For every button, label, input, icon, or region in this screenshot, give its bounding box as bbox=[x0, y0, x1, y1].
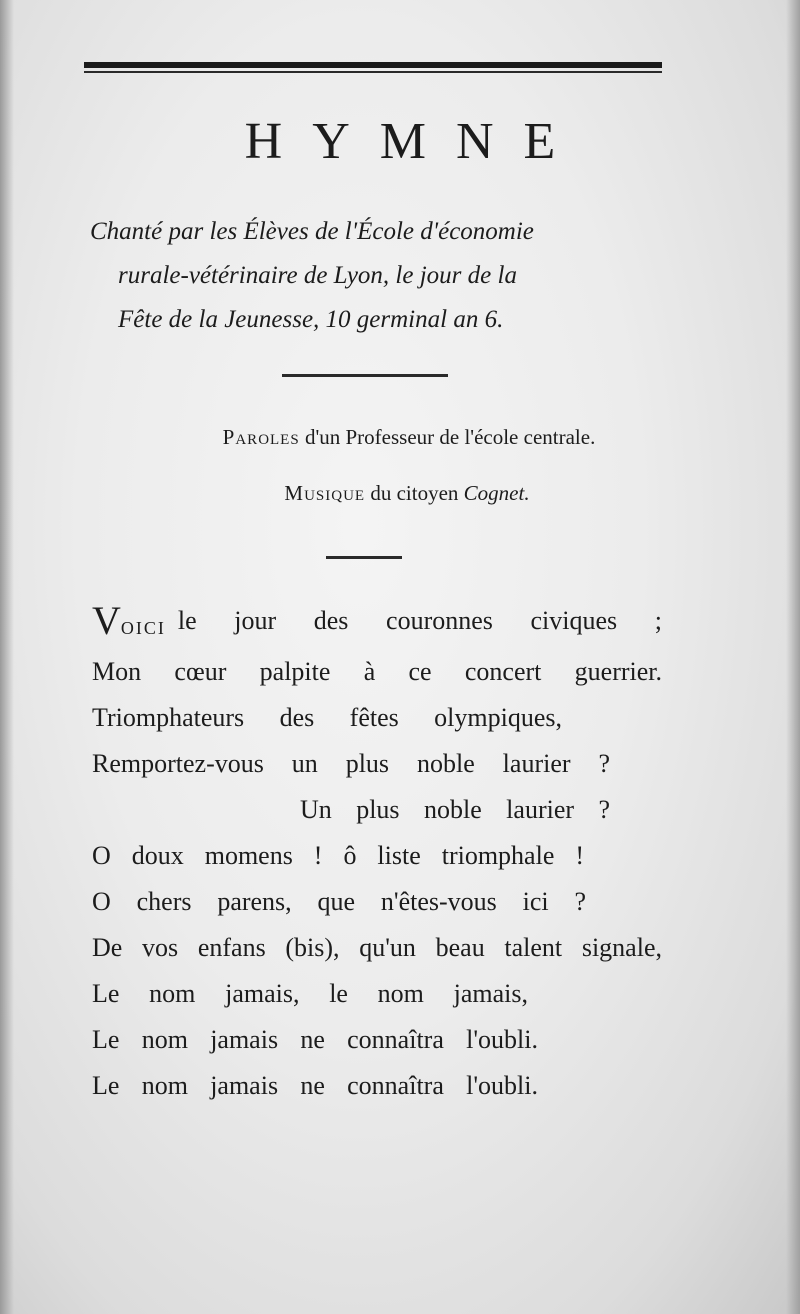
composer-name: Cognet. bbox=[463, 481, 530, 505]
verse-line-3: Triomphateurs des fêtes olympiques, bbox=[92, 703, 562, 732]
verse-line-refrain bbox=[92, 787, 662, 833]
lyrics-credit bbox=[0, 422, 800, 452]
verse-line-8: De vos enfans (bis), qu'un beau talent signale, bbox=[92, 933, 662, 962]
verse-line bbox=[92, 598, 662, 649]
verse-block bbox=[92, 598, 662, 1109]
verse-line-6: O doux momens ! ô liste triomphale ! bbox=[92, 841, 584, 870]
verse-line-10: Le nom jamais ne connaîtra l'oubli. bbox=[92, 1025, 538, 1054]
verse-opening-word bbox=[92, 598, 166, 649]
short-rule bbox=[326, 556, 402, 559]
verse-line bbox=[92, 741, 662, 787]
drop-cap: V bbox=[92, 598, 121, 643]
verse-line-5: Un plus noble laurier ? bbox=[300, 795, 610, 824]
verse-line-4: Remportez-vous un plus noble laurier ? bbox=[92, 749, 610, 778]
music-credit bbox=[0, 478, 800, 508]
opening-word-rest: oici bbox=[120, 611, 166, 640]
middle-rule bbox=[282, 374, 448, 377]
page-edge-right bbox=[786, 0, 800, 1314]
music-label: Musique bbox=[284, 481, 366, 505]
subtitle-line-3: Fête de la Jeunesse, 10 germinal an 6. bbox=[118, 306, 504, 333]
subtitle-line-1: Chanté par les Élèves de l'École d'économie bbox=[90, 218, 534, 245]
lyrics-label: Paroles bbox=[222, 425, 300, 449]
top-rule-thick bbox=[84, 62, 662, 68]
hymn-subtitle bbox=[90, 210, 678, 342]
verse-line bbox=[92, 925, 662, 971]
verse-line-1-text: le jour des couronnes civiques ; bbox=[177, 606, 662, 635]
verse-line bbox=[92, 1017, 662, 1063]
page-edge-left bbox=[0, 0, 14, 1314]
verse-line-7: O chers parens, que n'êtes-vous ici ? bbox=[92, 887, 586, 916]
top-rule-thin bbox=[84, 71, 662, 73]
verse-line bbox=[92, 971, 662, 1017]
verse-line bbox=[92, 649, 662, 695]
music-text: du citoyen bbox=[370, 481, 459, 505]
verse-line-9: Le nom jamais, le nom jamais, bbox=[92, 979, 528, 1008]
subtitle-line-2: rurale-vétérinaire de Lyon, le jour de la bbox=[118, 262, 517, 289]
lyrics-text: d'un Professeur de l'école centrale. bbox=[304, 425, 596, 449]
verse-line-11: Le nom jamais ne connaîtra l'oubli. bbox=[92, 1071, 538, 1100]
verse-line bbox=[92, 833, 662, 879]
hymn-title: HYMNE bbox=[244, 113, 586, 170]
verse-line bbox=[92, 695, 662, 741]
top-double-rule bbox=[84, 62, 662, 74]
verse-line-2: Mon cœur palpite à ce concert guerrier. bbox=[92, 657, 662, 686]
verse-line bbox=[92, 1063, 662, 1109]
verse-line bbox=[92, 879, 662, 925]
